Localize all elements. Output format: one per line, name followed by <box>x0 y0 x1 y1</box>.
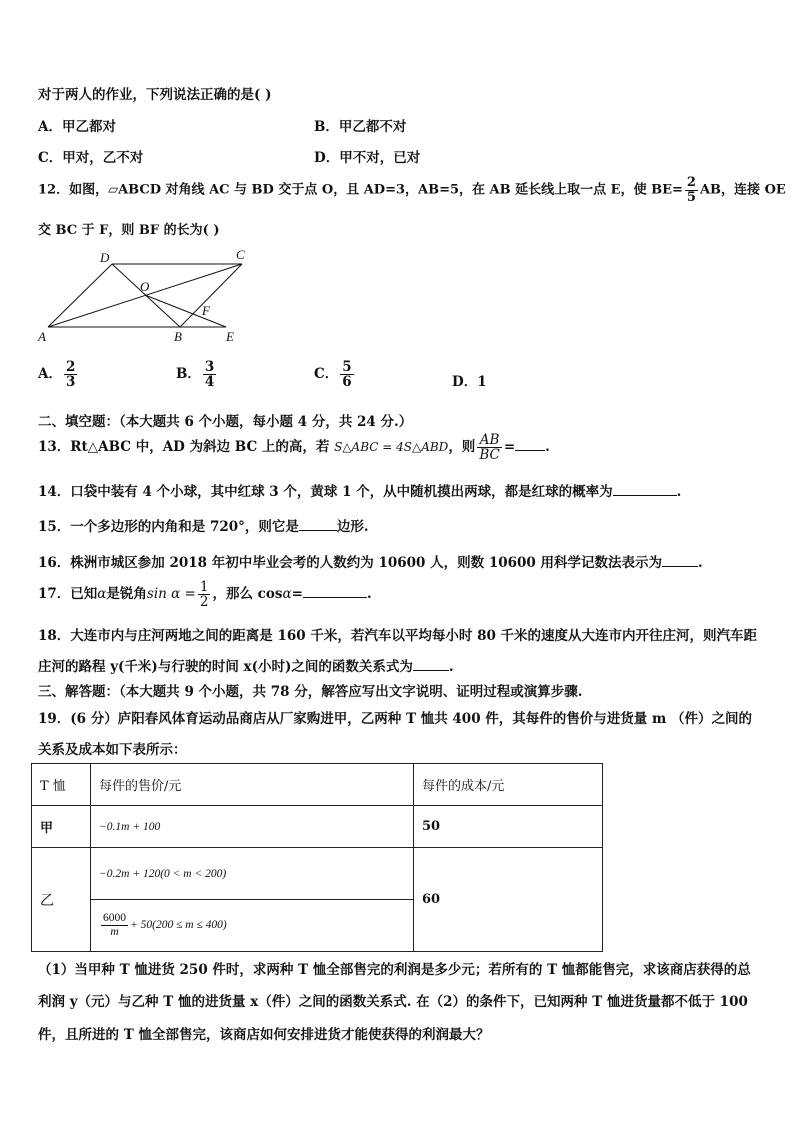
q17-answer-blank[interactable] <box>303 597 367 598</box>
q12-line2: 交 BC 于 F，则 BF 的长为( ) <box>38 223 220 238</box>
q12-option-a: A． $\frac{2}{3}$ <box>38 359 76 391</box>
q19-part2: 利润 y（元）与乙种 T 恤的进货量 x（件）之间的函数关系式. 在（2）的条件下，已知两种 T 恤进货量都不低于 100 <box>38 994 748 1010</box>
table-cell-yi-cost: 60 <box>414 848 603 952</box>
table-cell-yi: 乙 <box>32 848 91 952</box>
q16: 16．株洲市城区参加 2018 年初中毕业会考的人数约为 10600 人，则数 10600 用科学记数法表示为 . <box>38 555 703 571</box>
segment-ad <box>48 264 112 327</box>
q19-part3: 件，且所进的 T 恤全部售完，该商店如何安排进货才能使获得的利润最大？ <box>38 1027 490 1043</box>
q13: 13．Rt△ABC 中，AD 为斜边 BC 上的高，若 S△ABC = 4S△ABD，则 $\frac{AB}{BC}$ = . <box>38 432 550 464</box>
q11-option-b: B．甲乙都不对 <box>314 119 407 135</box>
q14-answer-blank[interactable] <box>613 495 677 496</box>
q18-line2: 庄河的路程 y(千米)与行驶的时间 x(小时)之间的函数关系式为 . <box>38 659 454 675</box>
label-c: C <box>236 247 245 262</box>
label-f: F <box>202 303 210 318</box>
table-row-yi <box>32 848 603 952</box>
q19-line1: 19．(6 分）庐阳春风体育运动品商店从厂家购进甲，乙两种 T 恤共 400 件，其每件的售价与进货量 m （件）之间的 <box>38 711 752 727</box>
label-o: O <box>140 279 150 294</box>
q11-option-a: A．甲乙都对 <box>38 119 116 135</box>
q12-option-d: D．1 <box>452 374 487 390</box>
table-cell-jia: 甲 <box>32 806 91 848</box>
q12-line1: 12．如图，▱ABCD 对角线 AC 与 BD 交于点 O，且 AD=3，AB=5，在 AB 延长线上取一点 E，使 BE= $\frac{2}{5}$ AB，连接 OE <box>38 175 786 205</box>
label-b: B <box>174 329 182 344</box>
q13-formula: S△ABC = 4S△ABD <box>334 440 449 455</box>
table-cell-jia-cost: 50 <box>414 806 603 848</box>
q17: 17．已知α是锐角sin α = $\frac{1}{2}$ ，那么 cosα= . <box>38 579 372 611</box>
table-header-tshirt: T 恤 <box>32 764 91 806</box>
q19-line2: 关系及成本如下表所示： <box>38 742 187 758</box>
section-2-title: 二、填空题：（本大题共 6 个小题，每小题 4 分，共 24 分.） <box>38 414 413 430</box>
q14: 14．口袋中装有 4 个小球，其中红球 3 个，黄球 1 个，从中随机摸出两球，都是红球的概率为 . <box>38 484 682 500</box>
label-a: A <box>38 329 46 344</box>
table-header-price: 每件的售价/元 <box>91 764 414 806</box>
parallelogram-figure <box>30 245 260 345</box>
q12-option-b: B． $\frac{3}{4}$ <box>176 359 215 391</box>
q11-option-c: C．甲对，乙不对 <box>38 150 144 166</box>
section-3-title: 三、解答题：（本大题共 9 个小题，共 78 分，解答应写出文字说明、证明过程或演算步骤. <box>38 684 583 700</box>
q13-answer-blank[interactable] <box>515 450 545 451</box>
table-header-cost: 每件的成本/元 <box>414 764 603 806</box>
table-cell-yi-price: −0.2m + 120(0 < m < 200) $\frac{6000}{m}$ + 50(200 ≤ m ≤ 400) <box>91 848 414 952</box>
price-cost-table <box>31 763 603 952</box>
q15-answer-blank[interactable] <box>299 530 337 531</box>
q12-fraction: $\frac{2}{5}$ <box>686 175 696 205</box>
q15: 15．一个多边形的内角和是 720°，则它是 边形. <box>38 519 369 535</box>
label-d: D <box>100 250 110 265</box>
table-header-row <box>32 764 603 806</box>
q16-answer-blank[interactable] <box>662 566 698 567</box>
q19-part1: （1）当甲种 T 恤进货 250 件时，求两种 T 恤全部售完的利润是多少元；若所有的 T 恤都能售完，求该商店获得的总 <box>38 962 751 978</box>
q11-option-d: D．甲不对，已对 <box>314 150 421 166</box>
label-e: E <box>226 329 234 344</box>
table-cell-jia-price: −0.1m + 100 <box>91 806 414 848</box>
q12-option-c: C． $\frac{5}{6}$ <box>314 359 352 391</box>
segment-oe <box>145 295 226 327</box>
q11-prompt: 对于两人的作业，下列说法正确的是( ) <box>38 87 272 103</box>
q18-answer-blank[interactable] <box>413 670 449 671</box>
segment-cb <box>180 264 242 327</box>
q18-line1: 18．大连市内与庄河两地之间的距离是 160 千米，若汽车以平均每小时 80 千米的速度从大连市内开往庄河，则汽车距 <box>38 628 758 644</box>
table-row-jia <box>32 806 603 848</box>
